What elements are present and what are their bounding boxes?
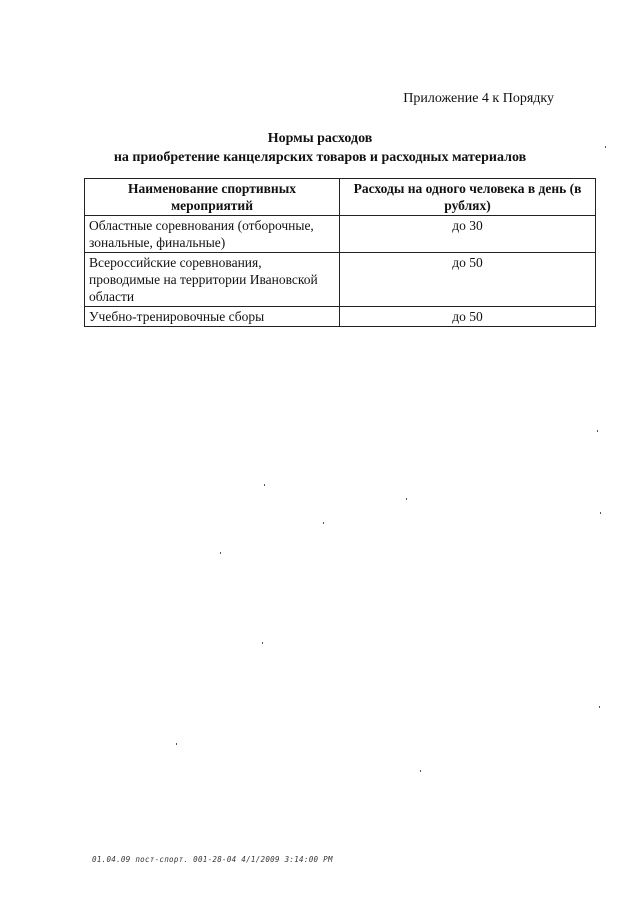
- appendix-label: Приложение 4 к Порядку: [403, 91, 554, 106]
- table-header-row: [85, 179, 596, 216]
- scan-speck: [262, 642, 263, 644]
- header-event-name: Наименование спортивных мероприятий: [85, 179, 340, 216]
- table-row: [85, 253, 596, 307]
- table-row: [85, 216, 596, 253]
- scan-speck: [323, 522, 324, 524]
- scan-speck: [605, 146, 606, 148]
- table-row: [85, 307, 596, 327]
- scan-speck: [597, 430, 598, 432]
- amount-cell: до 50: [340, 307, 596, 327]
- scan-speck: [406, 498, 407, 500]
- scan-speck: [599, 706, 600, 708]
- document-title: [0, 130, 640, 166]
- event-name-cell: Всероссийские соревнования, проводимые на территории Ивановской области: [85, 253, 340, 307]
- scan-speck: [264, 484, 265, 486]
- scan-speck: [420, 770, 421, 772]
- footer-stamp: 01.04.09 пост-спорт. 001-28-04 4/1/2009 3:14:00 PM: [92, 855, 333, 864]
- event-name-cell: Областные соревнования (отборочные, зональные, финальные): [85, 216, 340, 253]
- header-expense-per-person: Расходы на одного человека в день (в рублях): [340, 179, 596, 216]
- event-name-cell: Учебно-тренировочные сборы: [85, 307, 340, 327]
- scan-speck: [176, 743, 177, 745]
- scan-speck: [600, 512, 601, 514]
- amount-cell: до 30: [340, 216, 596, 253]
- expense-norms-table: [84, 178, 596, 327]
- amount-cell: до 50: [340, 253, 596, 307]
- title-line-1: Нормы расходов: [267, 131, 373, 146]
- title-line-2: на приобретение канцелярских товаров и расходных материалов: [113, 150, 527, 165]
- scan-speck: [220, 552, 221, 554]
